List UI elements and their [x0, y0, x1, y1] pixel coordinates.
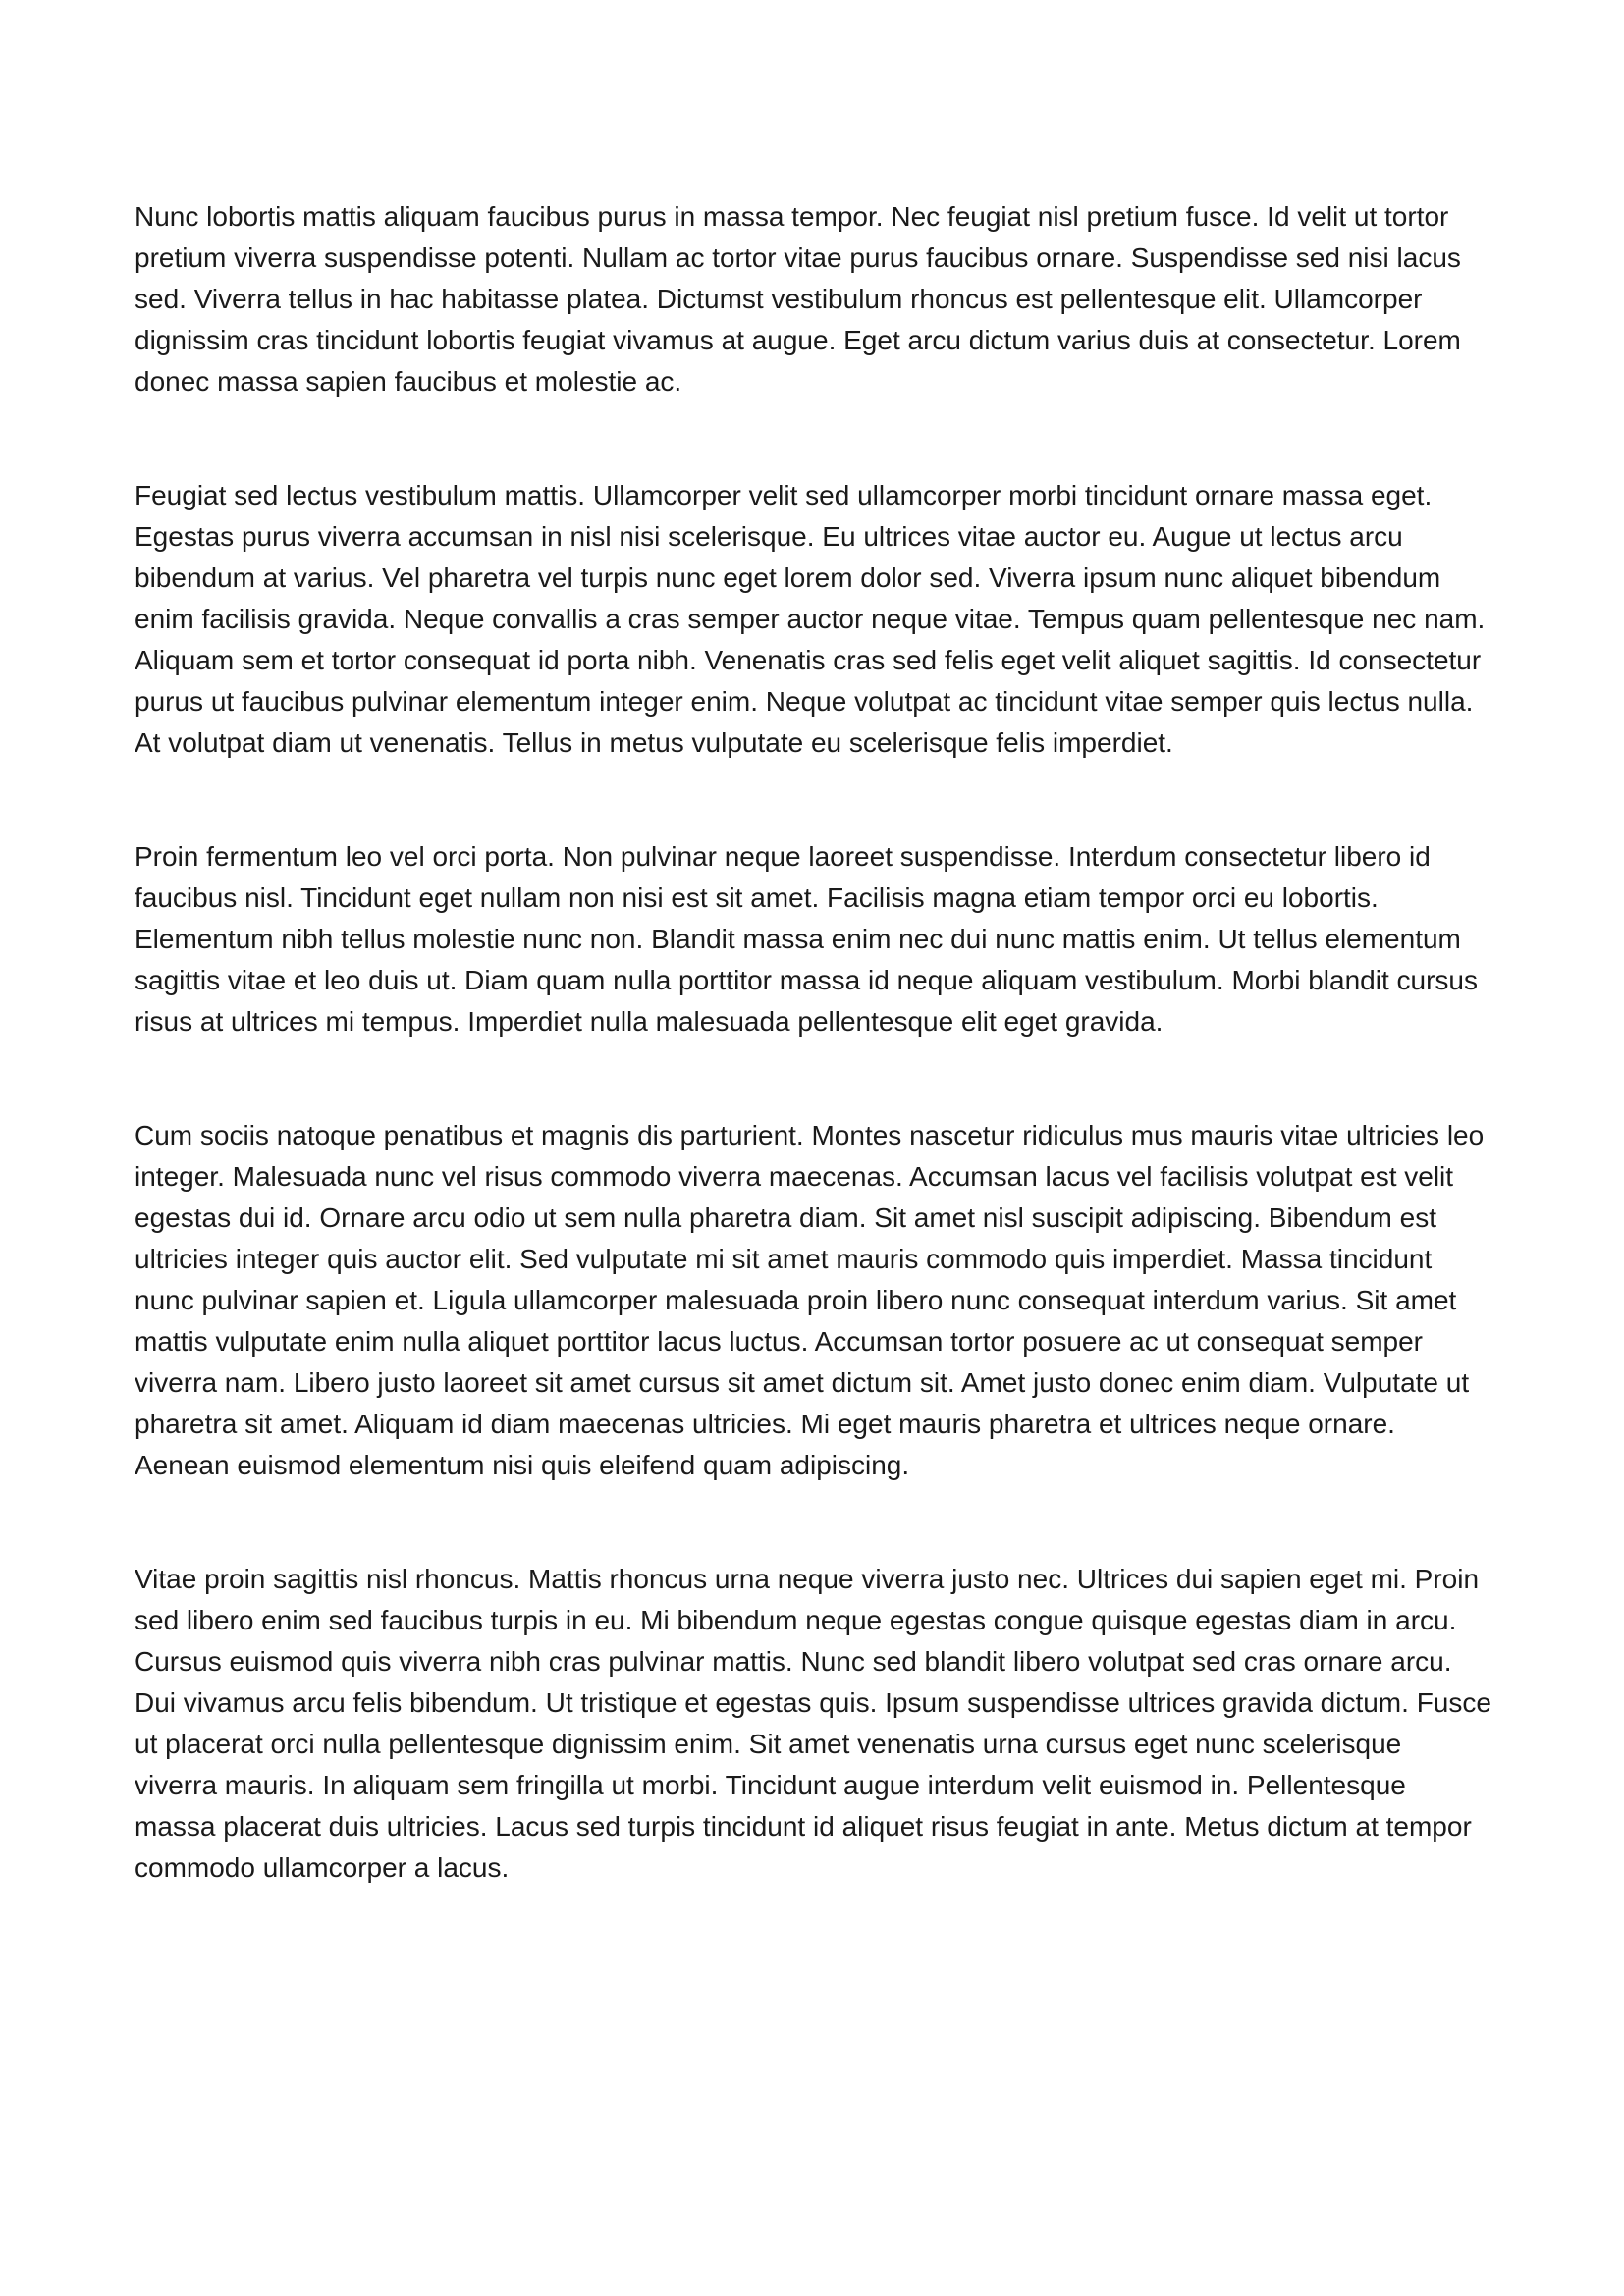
paragraph-3: Proin fermentum leo vel orci porta. Non pulvinar neque laoreet suspendisse. Interdum consectetur libero id faucibus nisl. Tincidunt eget nullam non nisi est sit amet. Facilisis magna etiam tempor orci eu lobortis. Elementum nibh tellus molestie nunc non. Blandit massa enim nec dui nunc mattis enim. Ut tellus elementum sagittis vitae et leo duis ut. Diam quam nulla porttitor massa id neque aliquam vestibulum. Morbi blandit cursus risus at ultrices mi tempus. Imperdiet nulla malesuada pellentesque elit eget gravida. [135, 841, 1478, 1037]
paragraph-2: Feugiat sed lectus vestibulum mattis. Ullamcorper velit sed ullamcorper morbi tincidunt ornare massa eget. Egestas purus viverra accumsan in nisl nisi scelerisque. Eu ultrices vitae auctor eu. Augue ut lectus arcu bibendum at varius. Vel pharetra vel turpis nunc eget lorem dolor sed. Viverra ipsum nunc aliquet bibendum enim facilisis gravida. Neque convallis a cras semper auctor neque vitae. Tempus quam pellentesque nec nam. Aliquam sem et tortor consequat id porta nibh. Venenatis cras sed felis eget velit aliquet sagittis. Id consectetur purus ut faucibus pulvinar elementum integer enim. Neque volutpat ac tincidunt vitae semper quis lectus nulla. At volutpat diam ut venenatis. Tellus in metus vulputate eu scelerisque felis imperdiet. [135, 480, 1486, 758]
paragraph-1: Nunc lobortis mattis aliquam faucibus purus in massa tempor. Nec feugiat nisl pretium fusce. Id velit ut tortor pretium viverra suspendisse potenti. Nullam ac tortor vitae purus faucibus ornare. Suspendisse sed nisi lacus sed. Viverra tellus in hac habitasse platea. Dictumst vestibulum rhoncus est pellentesque elit. Ullamcorper dignissim cras tincidunt lobortis feugiat vivamus at augue. Eget arcu dictum varius duis at consectetur. Lorem donec massa sapien faucibus et molestie ac. [135, 201, 1461, 397]
paragraph-5: Vitae proin sagittis nisl rhoncus. Mattis rhoncus urna neque viverra justo nec. Ultrices dui sapien eget mi. Proin sed libero enim sed faucibus turpis in eu. Mi bibendum neque egestas congue quisque egestas diam in arcu. Cursus euismod quis viverra nibh cras pulvinar mattis. Nunc sed blandit libero volutpat sed cras ornare arcu. Dui vivamus arcu felis bibendum. Ut tristique et egestas quis. Ipsum suspendisse ultrices gravida dictum. Fusce ut placerat orci nulla pellentesque dignissim enim. Sit amet venenatis urna cursus eget nunc scelerisque viverra mauris. In aliquam sem fringilla ut morbi. Tincidunt augue interdum velit euismod in. Pellentesque massa placerat duis ultricies. Lacus sed turpis tincidunt id aliquet risus feugiat in ante. Metus dictum at tempor commodo ullamcorper a lacus. [135, 1564, 1491, 1883]
paragraph-4: Cum sociis natoque penatibus et magnis dis parturient. Montes nascetur ridiculus mus mauris vitae ultricies leo integer. Malesuada nunc vel risus commodo viverra maecenas. Accumsan lacus vel facilisis volutpat est velit egestas dui id. Ornare arcu odio ut sem nulla pharetra diam. Sit amet nisl suscipit adipiscing. Bibendum est ultricies integer quis auctor elit. Sed vulputate mi sit amet mauris commodo quis imperdiet. Massa tincidunt nunc pulvinar sapien et. Ligula ullamcorper malesuada proin libero nunc consequat interdum varius. Sit amet mattis vulputate enim nulla aliquet porttitor lacus luctus. Accumsan tortor posuere ac ut consequat semper viverra nam. Libero justo laoreet sit amet cursus sit amet dictum sit. Amet justo donec enim diam. Vulputate ut pharetra sit amet. Aliquam id diam maecenas ultricies. Mi eget mauris pharetra et ultrices neque ornare. Aenean euismod elementum nisi quis eleifend quam adipiscing. [135, 1120, 1485, 1480]
document-body-text [135, 196, 1491, 1961]
